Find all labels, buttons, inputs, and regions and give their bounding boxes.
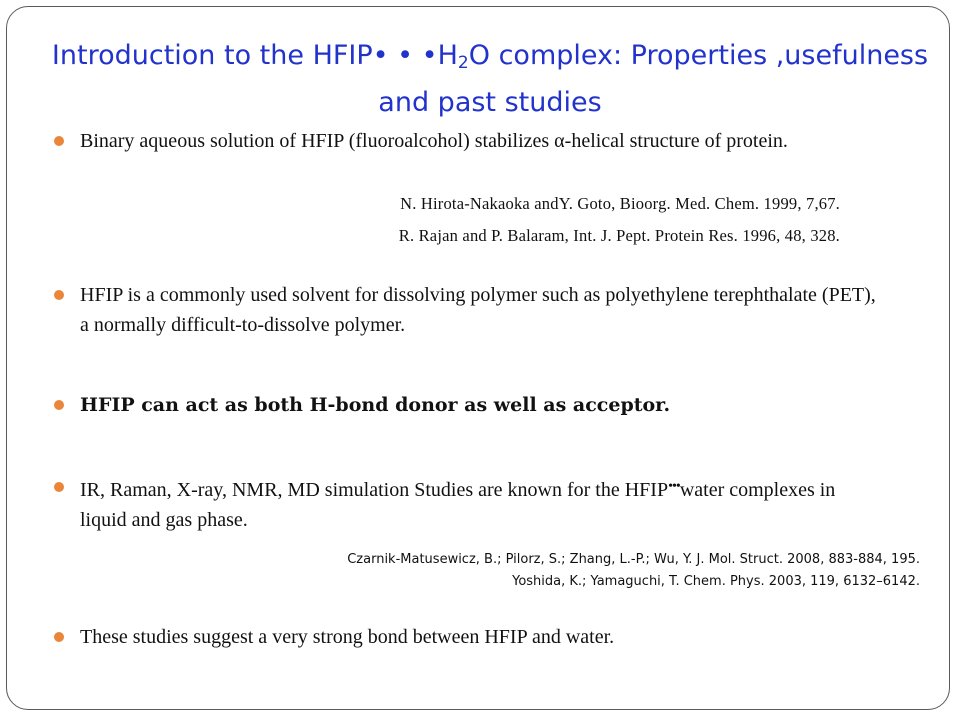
bullet-1: Binary aqueous solution of HFIP (fluoroalcohol) stabilizes α-helical structure of protein. [80, 126, 880, 156]
reference-1: N. Hirota-Nakaoka andY. Goto, Bioorg. Med. Chem. 1999, 7,67. [400, 194, 840, 213]
title-dots: • • • [372, 40, 438, 71]
reference-4: Yoshida, K.; Yamaguchi, T. Chem. Phys. 2003, 119, 6132–6142. [512, 574, 920, 589]
reference-3: Czarnik-Matusewicz, B.; Pilorz, S.; Zhang, L.-P.; Wu, Y. J. Mol. Struct. 2008, 883-884, 195. [347, 552, 920, 567]
title-line1: Introduction to the HFIP• • $•H_2O$ complex: Properties ,usefulness [51, 40, 929, 73]
slide-title [40, 36, 940, 123]
bullet-3: HFIP can act as both H-bond donor as well as acceptor. [80, 390, 880, 420]
bullet-4: IR, Raman, X-ray, NMR, MD simulation Studies are known for the HFIP•••water complexes in liquid and gas phase. [80, 472, 880, 535]
bullet-5: These studies suggest a very strong bond between HFIP and water. [80, 622, 880, 652]
title-line2: and past studies [378, 87, 602, 118]
bullet-2: HFIP is a commonly used solvent for dissolving polymer such as polyethylene terephthalate (PET), a normally difficult-to-dissolve polymer. [80, 280, 880, 340]
references-block-1 [399, 188, 840, 252]
references-block-2 [347, 549, 920, 593]
reference-2: R. Rajan and P. Balaram, Int. J. Pept. Protein Res. 1996, 48, 328. [398, 226, 840, 245]
hfip-water-dots: ••• [668, 479, 680, 494]
